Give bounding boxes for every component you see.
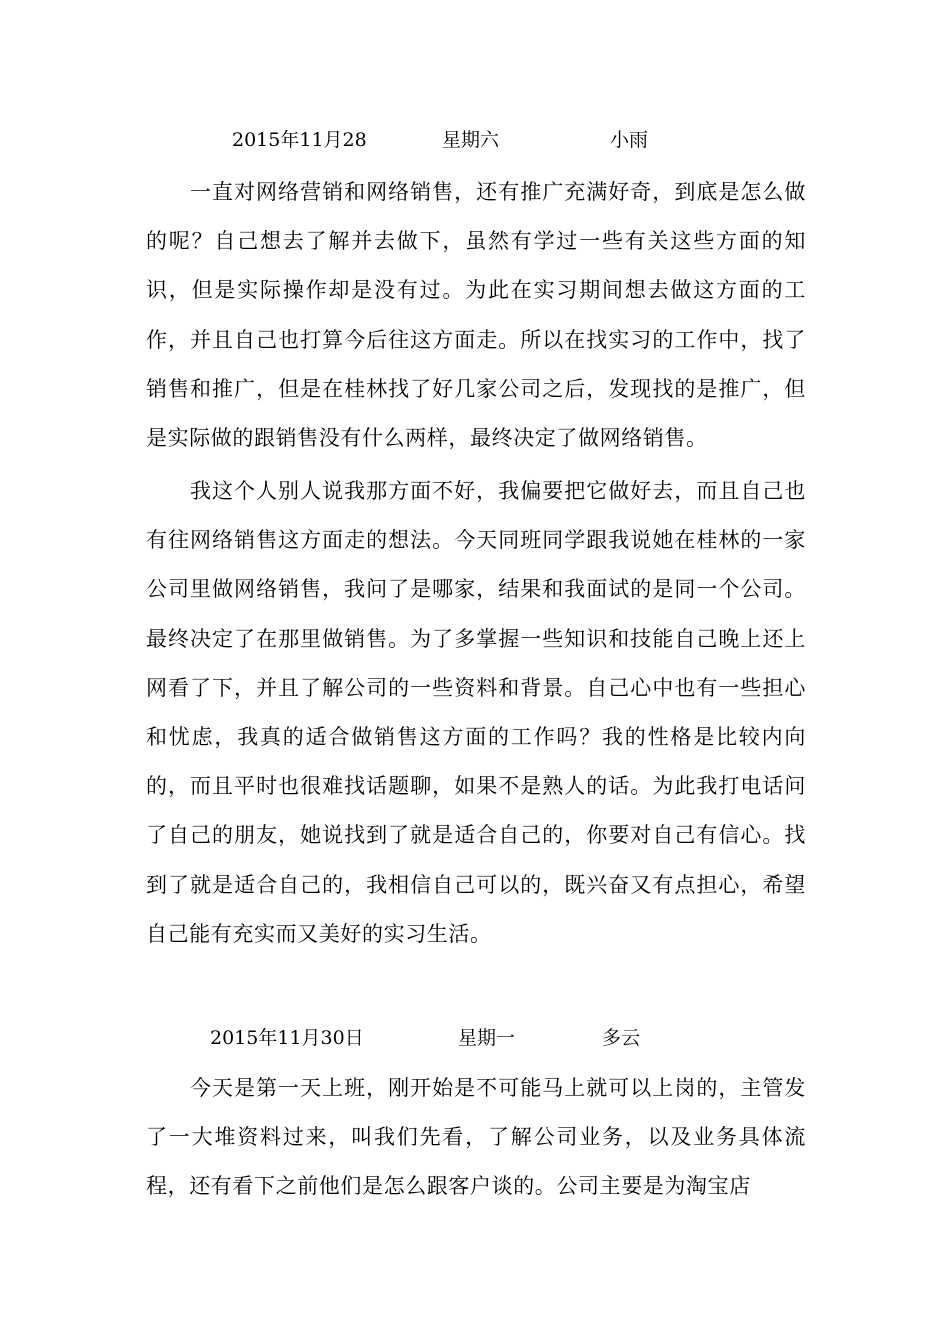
entry-header-2: [0, 1026, 950, 1050]
entry-weekday: 星期六: [442, 129, 500, 151]
entry-weather: 多云: [602, 1027, 641, 1049]
entry-weather: 小雨: [610, 129, 649, 151]
entry-2-paragraph-1: 今天是第一天上班，刚开始是不可能马上就可以上岗的，主管发了一大堆资料过来，叫我们先看，了解公司业务，以及业务具体流程，还有看下之前他们是怎么跟客户谈的。公司主要是为淘宝店: [146, 1076, 806, 1199]
entry-1-paragraph-1: 一直对网络营销和网络销售，还有推广充满好奇，到底是怎么做的呢？自己想去了解并去做下，虽然有学过一些有关这些方面的知识，但是实际操作却是没有过。为此在实习期间想去做这方面的工作，并且自己也打算今后往这方面走。所以在找实习的工作中，找了销售和推广，但是在桂林找了好几家公司之后，发现找的是推广，但是实际做的跟销售没有什么两样，最终决定了做网络销售。: [146, 180, 806, 451]
entry-weekday: 星期一: [458, 1027, 516, 1049]
entry-date: 2015年11月30日: [210, 1027, 364, 1049]
entry-date: 2015年11月28: [232, 129, 367, 151]
entry-header-1: [0, 128, 950, 152]
entry-1-paragraph-2: 我这个人别人说我那方面不好，我偏要把它做好去，而且自己也有往网络销售这方面走的想法。今天同班同学跟我说她在桂林的一家公司里做网络销售，我问了是哪家，结果和我面试的是同一个公司。最终决定了在那里做销售。为了多掌握一些知识和技能自己晚上还上网看了下，并且了解公司的一些资料和背景。自己心中也有一些担心和忧虑，我真的适合做销售这方面的工作吗？我的性格是比较内向的，而且平时也很难找话题聊，如果不是熟人的话。为此我打电话问了自己的朋友，她说找到了就是适合自己的，你要对自己有信心。找到了就是适合自己的，我相信自己可以的，既兴奋又有点担心，希望自己能有充实而又美好的实习生活。: [146, 479, 806, 946]
